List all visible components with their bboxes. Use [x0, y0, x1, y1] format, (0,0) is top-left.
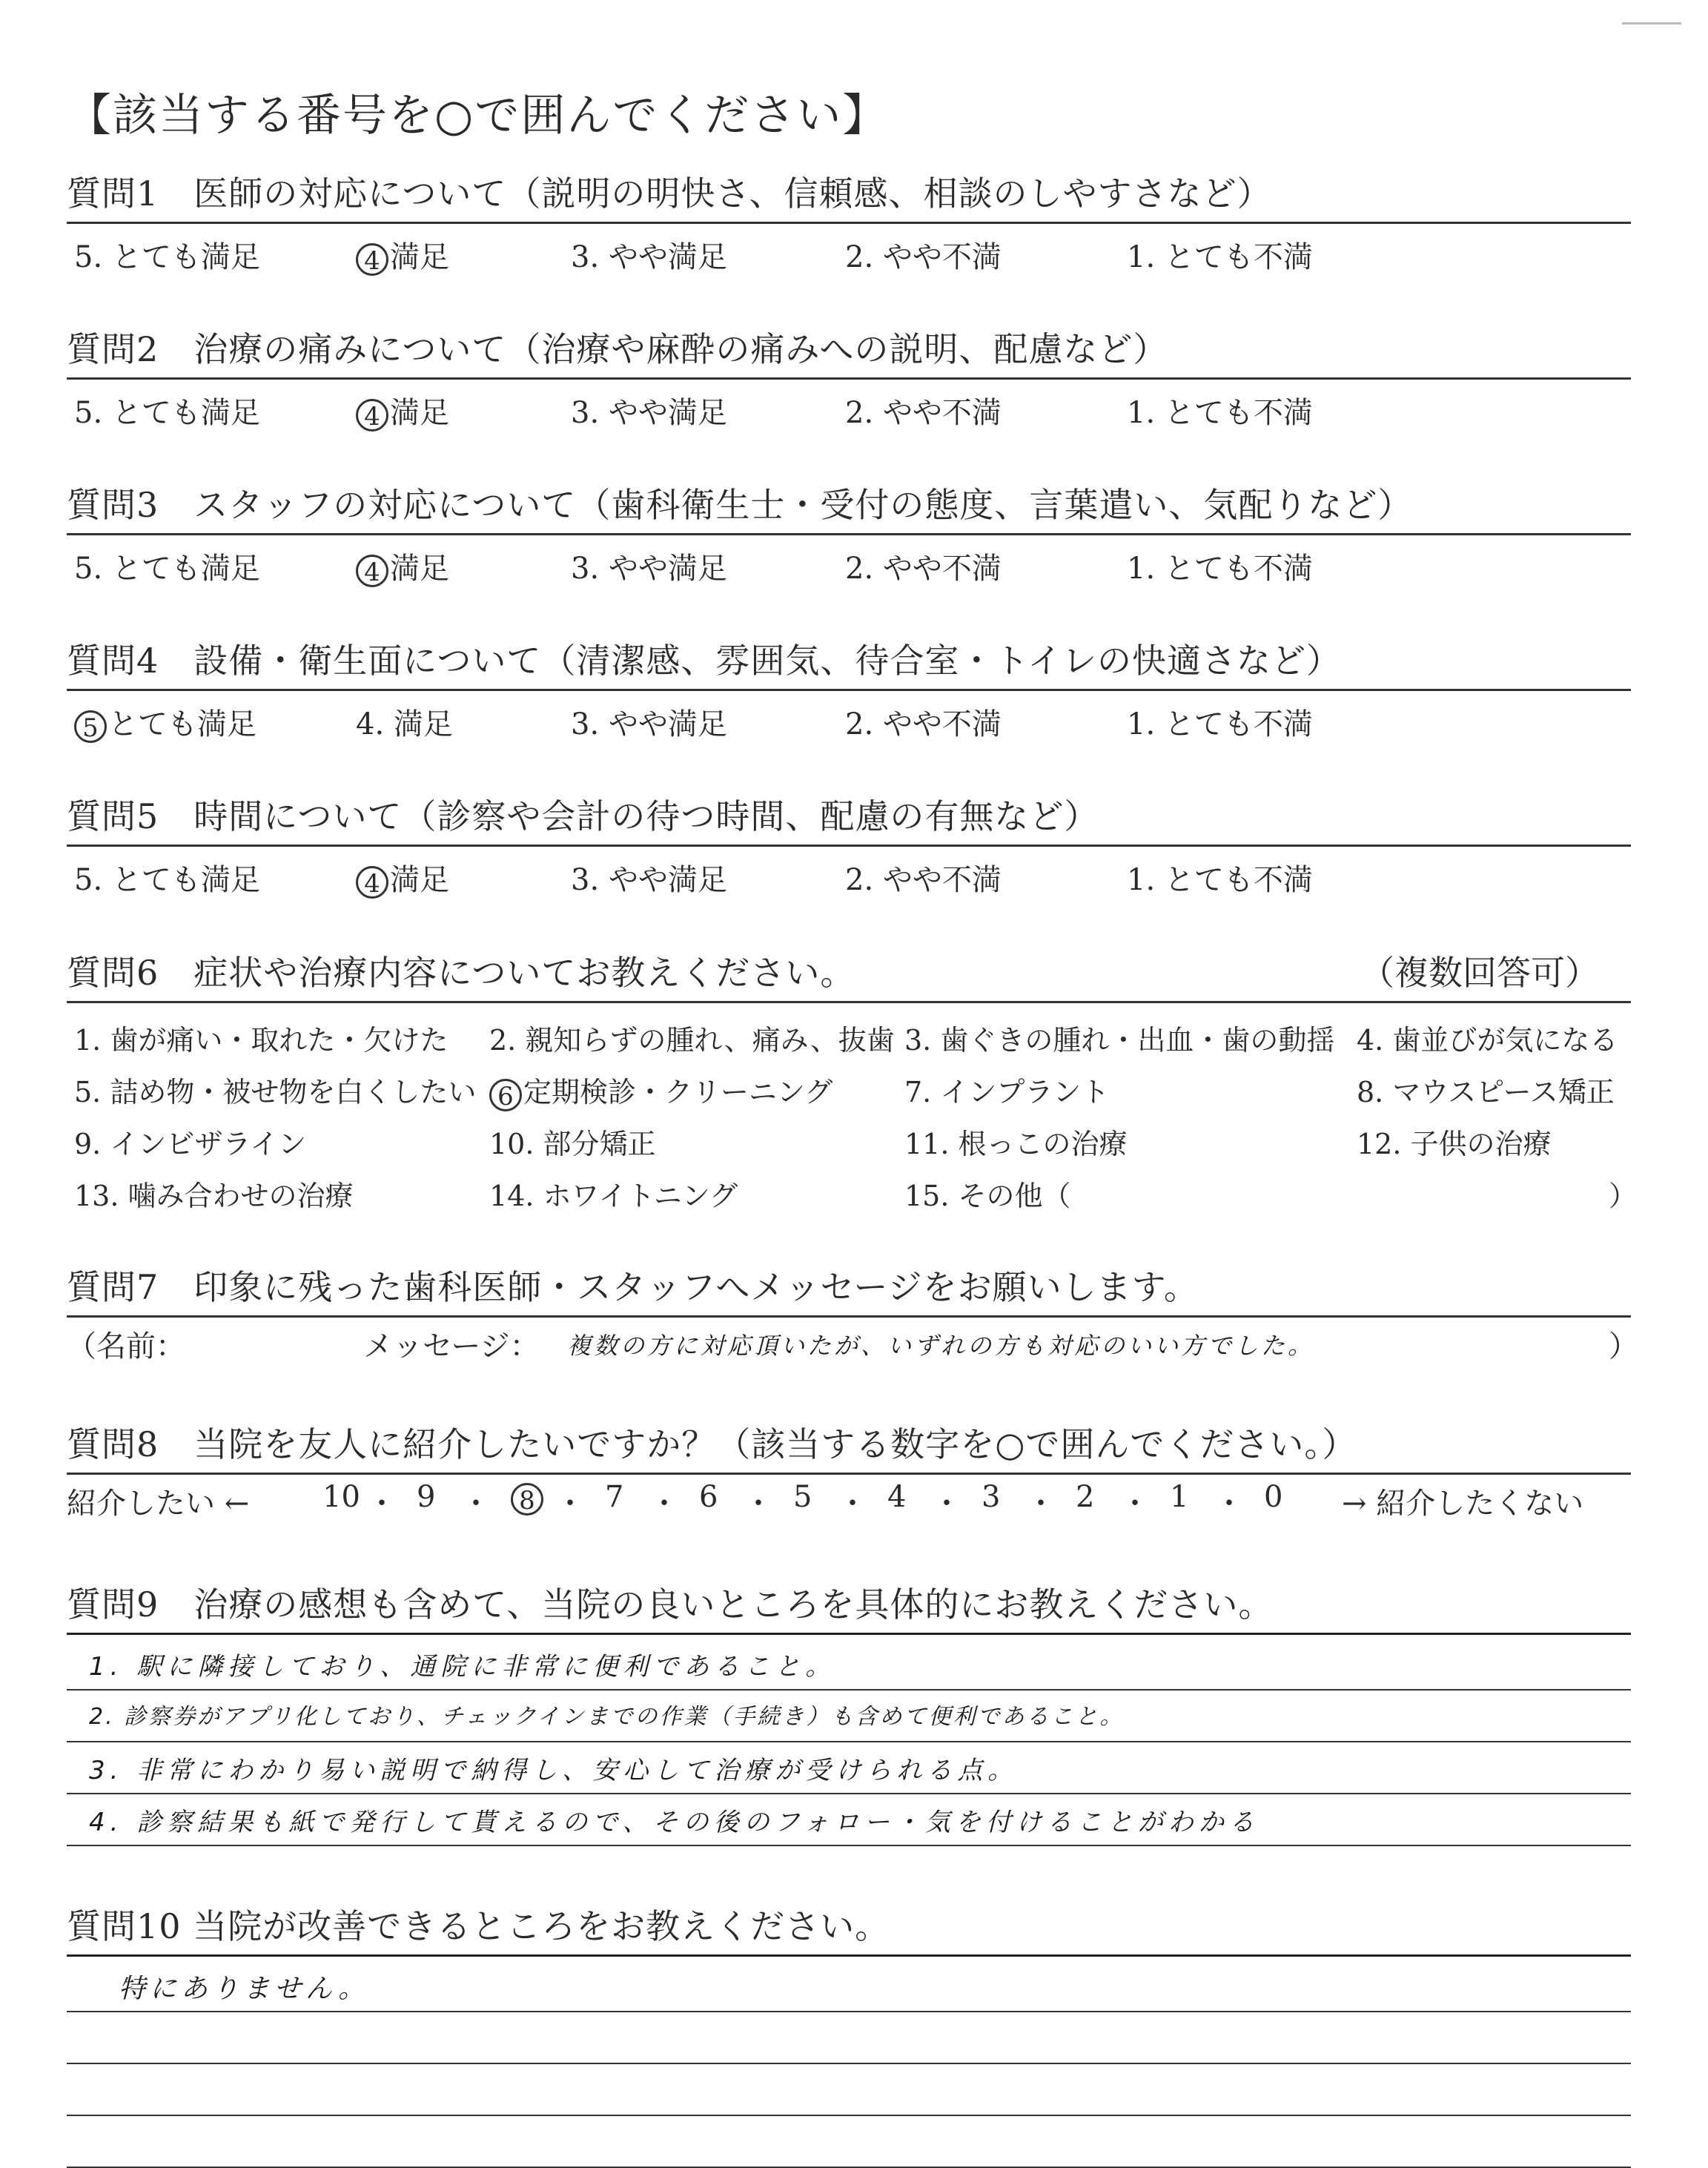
recommend-score[interactable]: 9: [417, 1480, 436, 1514]
handwritten-answer: 特にありません。: [119, 1974, 370, 2004]
circled-number: 4: [356, 555, 388, 587]
scan-edge-mark: [1622, 22, 1681, 24]
recommend-score[interactable]: 6: [699, 1480, 718, 1514]
rating-option[interactable]: [1127, 701, 1313, 743]
question-title: 質問3 スタッフの対応について（歯科衛生士・受付の態度、言葉遣い、気配りなど）: [67, 485, 1413, 525]
rating-option[interactable]: [845, 389, 1002, 432]
scale-separator: ・: [649, 1487, 679, 1521]
rating-option[interactable]: [74, 234, 260, 276]
rating-option[interactable]: [1127, 389, 1313, 432]
answer-line: [67, 1845, 1631, 1846]
option-label: 2. やや不満: [845, 396, 1002, 430]
symptom-option[interactable]: 15. その他（: [904, 1180, 1071, 1212]
rating-option[interactable]: [571, 389, 727, 432]
message-label: メッセージ：: [363, 1329, 540, 1364]
question-rule: [67, 1954, 1631, 1957]
scale-separator: ・: [555, 1487, 585, 1521]
option-label: 3. やや満足: [571, 396, 727, 430]
option-label: 1. とても不満: [1127, 707, 1313, 741]
symptom-option[interactable]: 14. ホワイトニング: [489, 1180, 738, 1212]
recommend-score[interactable]: 1: [1170, 1480, 1189, 1514]
option-label: 5. とても満足: [74, 863, 260, 897]
circled-number: 4: [356, 243, 388, 276]
option-label: 満足: [390, 396, 449, 430]
option-label: 1. とても不満: [1127, 552, 1313, 586]
question-title: 質問8 当院を友人に紹介したいですか？（該当する数字を○で囲んでください。）: [67, 1424, 1357, 1464]
message-handwritten: 複数の方に対応頂いたが、いずれの方も対応のいい方でした。: [567, 1332, 1315, 1360]
question-rule: [67, 1315, 1631, 1318]
symptom-option[interactable]: 13. 噛み合わせの治療: [74, 1180, 354, 1212]
symptom-option[interactable]: 5. 詰め物・被せ物を白くしたい: [74, 1076, 477, 1108]
answer-line: [67, 1689, 1631, 1691]
question-rule: [67, 1633, 1631, 1635]
rating-option[interactable]: [74, 856, 260, 899]
question-rule: [67, 1473, 1631, 1475]
answer-line: [67, 2063, 1631, 2064]
option-label: 2. やや不満: [845, 552, 1002, 586]
scale-separator: ・: [744, 1487, 773, 1521]
scale-separator: ・: [1214, 1487, 1244, 1521]
rating-option[interactable]: [845, 545, 1002, 587]
option-label: 3. やや満足: [571, 863, 727, 897]
option-label: 3. やや満足: [571, 707, 727, 741]
rating-option[interactable]: [845, 701, 1002, 743]
option-label: 3. やや満足: [571, 552, 727, 586]
symptom-option[interactable]: 4. 歯並びが気になる: [1357, 1024, 1618, 1057]
question-title: 質問4 設備・衛生面について（清潔感、雰囲気、待合室・トイレの快適さなど）: [67, 641, 1342, 681]
option-label: 1. とても不満: [1127, 240, 1313, 274]
recommend-score[interactable]: [511, 1480, 545, 1516]
name-label: （名前：: [67, 1329, 185, 1364]
symptom-option[interactable]: [489, 1069, 833, 1111]
message-close-paren: ）: [1609, 1329, 1638, 1364]
rating-option[interactable]: [845, 856, 1002, 899]
rating-option[interactable]: [74, 389, 260, 432]
rating-option[interactable]: [356, 234, 449, 276]
symptom-option[interactable]: 12. 子供の治療: [1357, 1128, 1552, 1160]
rating-option[interactable]: [74, 545, 260, 587]
rating-option[interactable]: [571, 856, 727, 899]
question-rule: [67, 689, 1631, 691]
option-label: 5. とても満足: [74, 552, 260, 586]
multiple-answer-note: （複数回答可）: [1360, 953, 1599, 993]
rating-option[interactable]: [1127, 856, 1313, 899]
not-recommend-label: → 紹介したくない: [1342, 1487, 1584, 1521]
recommend-label: 紹介したい ←: [67, 1487, 250, 1521]
option-label: 5. とても満足: [74, 396, 260, 430]
scale-separator: ・: [932, 1487, 961, 1521]
scale-separator: ・: [367, 1487, 397, 1521]
question-rule: [67, 222, 1631, 224]
rating-option[interactable]: [1127, 234, 1313, 276]
circled-number: 8: [511, 1483, 543, 1516]
handwritten-answer: 3. 非常にわかり易い説明で納得し、安心して治療が受けられる点。: [89, 1756, 1019, 1785]
handwritten-answer: 4. 診察結果も紙で発行して貰えるので、その後のフォロー・気を付けることがわかる: [89, 1808, 1260, 1837]
circled-number: 5: [74, 710, 107, 743]
form-heading: 【該当する番号を○で囲んでください】: [67, 90, 889, 142]
rating-option[interactable]: [356, 701, 453, 743]
option-label: 2. やや不満: [845, 707, 1002, 741]
rating-option[interactable]: [571, 701, 727, 743]
recommend-score[interactable]: 3: [982, 1480, 1001, 1514]
rating-option[interactable]: [845, 234, 1002, 276]
symptom-option[interactable]: 2. 親知らずの腫れ、痛み、抜歯: [489, 1024, 895, 1057]
option-label: 満足: [390, 240, 449, 274]
symptom-option[interactable]: 1. 歯が痛い・取れた・欠けた: [74, 1024, 448, 1057]
rating-option[interactable]: [74, 701, 256, 743]
handwritten-answer: 2. 診察券がアプリ化しており、チェックインまでの作業（手続き）も含めて便利であること。: [89, 1704, 1125, 1730]
recommend-score[interactable]: 2: [1076, 1480, 1095, 1514]
question-title: 質問6 症状や治療内容についてお教えください。: [67, 953, 855, 993]
scale-separator: ・: [1026, 1487, 1056, 1521]
question-title: 質問9 治療の感想も含めて、当院の良いところを具体的にお教えください。: [67, 1584, 1274, 1625]
rating-option[interactable]: [356, 389, 449, 432]
recommend-score[interactable]: 0: [1264, 1480, 1283, 1514]
question-rule: [67, 377, 1631, 380]
question-title: 質問5 時間について（診察や会計の待つ時間、配慮の有無など）: [67, 796, 1099, 836]
other-close-paren: ）: [1609, 1180, 1638, 1212]
symptom-option[interactable]: 10. 部分矯正: [489, 1128, 656, 1160]
question-rule: [67, 533, 1631, 535]
answer-line: [67, 2011, 1631, 2012]
circled-number: 4: [356, 399, 388, 432]
option-label: とても満足: [108, 707, 256, 741]
answer-line: [67, 1793, 1631, 1794]
circled-number: 6: [489, 1079, 522, 1111]
symptom-option[interactable]: 11. 根っこの治療: [904, 1128, 1128, 1160]
symptom-option[interactable]: 3. 歯ぐきの腫れ・出血・歯の動揺: [904, 1024, 1335, 1057]
question-title: 質問10 当院が改善できるところをお教えください。: [67, 1906, 890, 1946]
question-title: 質問2 治療の痛みについて（治療や麻酔の痛みへの説明、配慮など）: [67, 329, 1168, 369]
option-label: 満足: [390, 863, 449, 897]
rating-option[interactable]: [356, 545, 449, 587]
option-label: 1. とても不満: [1127, 863, 1313, 897]
circled-number: 4: [356, 866, 388, 899]
symptom-option[interactable]: 8. マウスピース矯正: [1357, 1076, 1615, 1108]
question-rule: [67, 845, 1631, 847]
recommend-score[interactable]: 7: [605, 1480, 624, 1514]
option-label: 満足: [390, 552, 449, 586]
option-label: 2. やや不満: [845, 240, 1002, 274]
rating-option[interactable]: [1127, 545, 1313, 587]
option-label: 4. 満足: [356, 707, 453, 741]
recommend-score[interactable]: 4: [887, 1480, 907, 1514]
symptom-option[interactable]: 9. インビザライン: [74, 1128, 307, 1160]
option-label: 5. とても満足: [74, 240, 260, 274]
question-title: 質問7 印象に残った歯科医師・スタッフへメッセージをお願いします。: [67, 1267, 1199, 1307]
option-label: 1. とても不満: [1127, 396, 1313, 430]
symptom-option[interactable]: 7. インプラント: [904, 1076, 1110, 1108]
rating-option[interactable]: [571, 545, 727, 587]
rating-option[interactable]: [356, 856, 449, 899]
option-label: 定期検診・クリーニング: [523, 1076, 833, 1108]
answer-line: [67, 2115, 1631, 2116]
recommend-score[interactable]: 5: [793, 1480, 812, 1514]
option-label: 2. やや不満: [845, 863, 1002, 897]
scale-separator: ・: [1120, 1487, 1150, 1521]
question-title: 質問1 医師の対応について（説明の明快さ、信頼感、相談のしやすさなど）: [67, 173, 1272, 214]
answer-line: [67, 1741, 1631, 1742]
rating-option[interactable]: [571, 234, 727, 276]
handwritten-answer: 1. 駅に隣接しており、通院に非常に便利であること。: [89, 1652, 836, 1682]
scale-separator: ・: [461, 1487, 491, 1521]
scale-separator: ・: [838, 1487, 867, 1521]
question-rule: [67, 1001, 1631, 1003]
recommend-score[interactable]: 10: [322, 1480, 360, 1514]
option-label: 3. やや満足: [571, 240, 727, 274]
